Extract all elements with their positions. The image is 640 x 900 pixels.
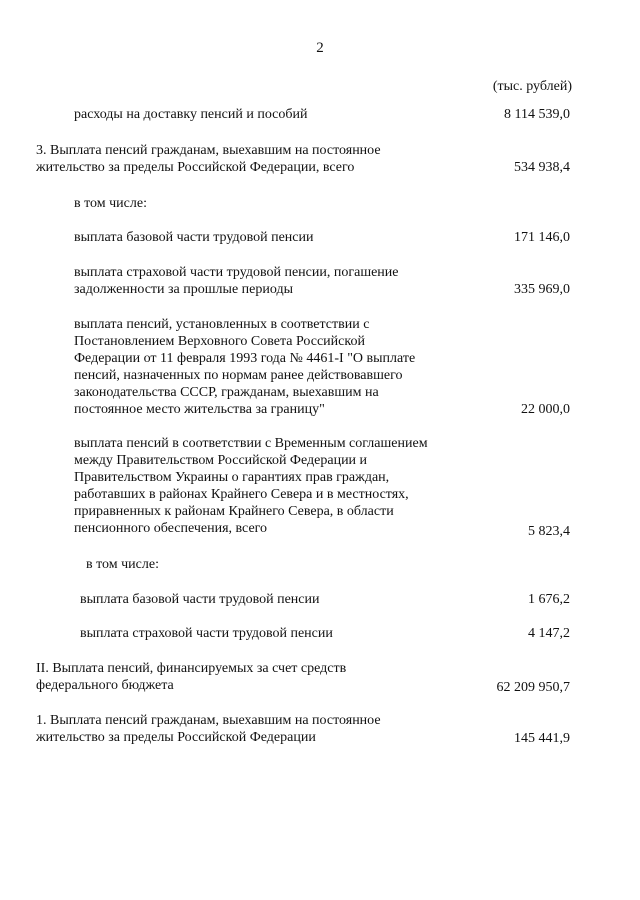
row-value: 4 147,2: [528, 626, 570, 641]
row-value: 534 938,4: [514, 160, 570, 175]
row-label: в том числе:: [74, 196, 147, 211]
row-value: 22 000,0: [521, 402, 570, 417]
row-label: выплата базовой части трудовой пенсии: [74, 230, 314, 245]
row-value: 171 146,0: [514, 230, 570, 245]
row-label: выплата пенсий, установленных в соответствии с Постановлением Верховного Совета Российской Федерации от 11 февраля 1993 года № 4461-I "О выплате пенсий, назначенных по нормам ранее действовавшего законодательства СССР, гражданам, выехавшим на постоянное место жительства за границу": [74, 317, 416, 417]
row-label: выплата пенсий в соответствии с Временным соглашением между Правительством Российской Федерации и Правительством Украины о гарантиях прав граждан, работавших в районах Крайнего Севера и в местностях, приравненных к районам Крайнего Севера, в области пенсионного обеспечения, всего: [74, 436, 428, 536]
row-value: 8 114 539,0: [504, 107, 570, 122]
row-value: 1 676,2: [528, 592, 570, 607]
row-value: 5 823,4: [528, 524, 570, 539]
row-label: 3. Выплата пенсий гражданам, выехавшим на постоянное жительство за пределы Российской Федерации, всего: [36, 143, 381, 175]
row-label: в том числе:: [86, 557, 159, 572]
row-label: выплата базовой части трудовой пенсии: [80, 592, 320, 607]
row-value: 62 209 950,7: [496, 680, 570, 695]
row-label: расходы на доставку пенсий и пособий: [74, 107, 308, 122]
row-value: 145 441,9: [514, 731, 570, 746]
row-label: 1. Выплата пенсий гражданам, выехавшим на постоянное жительство за пределы Российской Федерации: [36, 713, 381, 745]
units-label: (тыс. рублей): [492, 79, 572, 94]
row-label: II. Выплата пенсий, финансируемых за счет средств федерального бюджета: [36, 661, 347, 693]
row-label: выплата страховой части трудовой пенсии: [80, 626, 333, 641]
row-value: 335 969,0: [514, 282, 570, 297]
row-label: выплата страховой части трудовой пенсии, погашение задолженности за прошлые периоды: [74, 265, 399, 297]
page-number: 2: [316, 40, 324, 56]
